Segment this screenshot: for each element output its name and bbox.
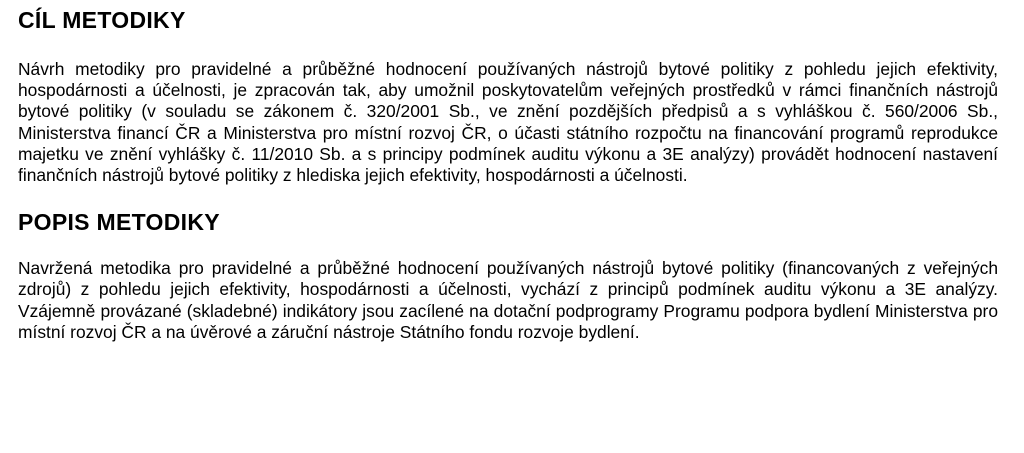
section-paragraph: Navržená metodika pro pravidelné a průběžné hodnocení používaných nástrojů bytové politiky (financovaných z veřejných zdrojů) z pohledu jejich efektivity, hospodárnosti a účelnosti, vychází z principů podmínek auditu výkonu a 3E analýzy. Vzájemně provázané (skladebné) indikátory jsou zacílené na dotační podprogramy Programu podpora bydlení Ministerstva pro místní rozvoj ČR a na úvěrové a záruční nástroje Státního fondu rozvoje bydlení. <box>18 258 998 342</box>
section-cil-metodiky <box>18 0 1002 186</box>
section-heading: POPIS METODIKY <box>18 209 220 236</box>
section-heading: CÍL METODIKY <box>18 7 186 33</box>
document-page <box>18 0 1002 343</box>
section-paragraph: Návrh metodiky pro pravidelné a průběžné hodnocení používaných nástrojů bytové politiky z pohledu jejich efektivity, hospodárnosti a účelnosti, je zpracován tak, aby umožnil poskytovatelům veřejných prostředků v rámci finančních nástrojů bytové politiky (v souladu se zákonem č. 320/2001 Sb., ve znění pozdějších předpisů a s vyhláškou č. 560/2006 Sb., Ministerstva financí ČR a Ministerstva pro místní rozvoj ČR, o účasti státního rozpočtu na financování programů reprodukce majetku ve znění vyhlášky č. 11/2010 Sb. a s principy podmínek auditu výkonu a 3E analýzy) provádět hodnocení nastavení finančních nástrojů bytové politiky z hlediska jejich efektivity, hospodárnosti a účelnosti. <box>18 59 998 186</box>
section-popis-metodiky <box>18 186 1002 343</box>
